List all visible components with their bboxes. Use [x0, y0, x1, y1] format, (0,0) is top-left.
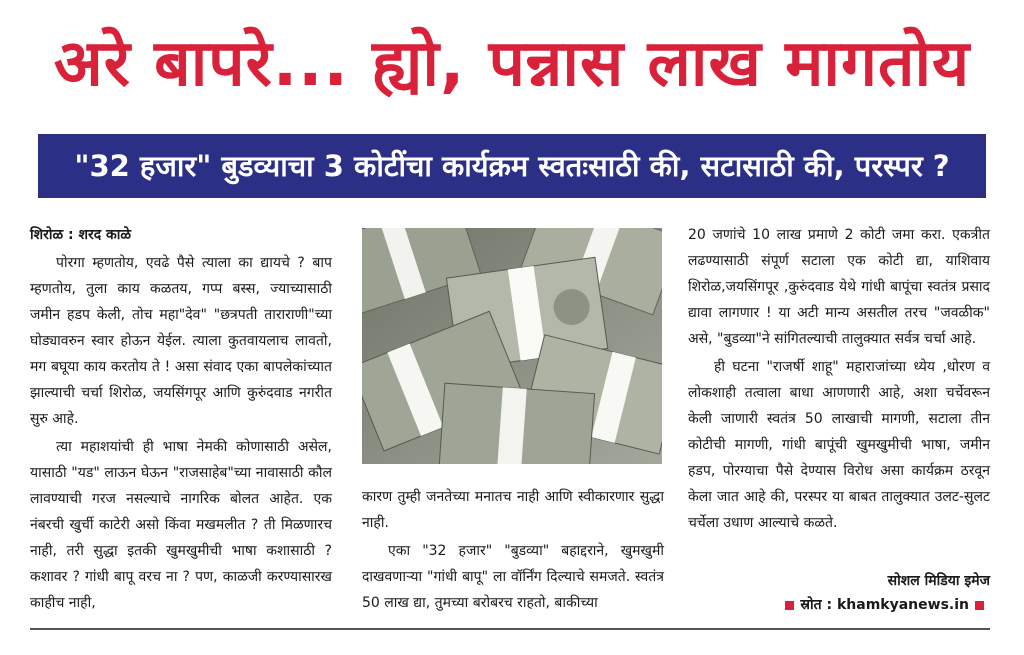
image-credit: सोशल मिडिया इमेज: [887, 573, 990, 589]
red-square-icon: [975, 601, 984, 610]
money-stack-photo: [362, 228, 662, 464]
paragraph: एका "32 हजार" "बुडव्या" बहाद्दराने, खुमखुमी दाखवणाऱ्या "गांधी बापू" ला वॉर्निंग दिल्याचे समजते. स्वतंत्र 50 लाख द्या, तुमच्या बरोबरच राहतो, बाकीच्या: [362, 543, 664, 611]
paragraph: त्या महाशयांची ही भाषा नेमकी कोणासाठी असेल, यासाठी "यड" लाऊन घेऊन "राजसाहेब"च्या नावासाठी कौल लावण्याची गरज नसल्याचे नागरिक बोलत आहेत. एक नंबरची खुर्ची काटेरी असो किंवा मखमलीत ? ती मिळणारच नाही, तरी सुद्धा इतकी खुमखुमीची भाषा कशासाठी ? कशावर ? गांधी बापू वरच ना ? पण, काळजी करण्यासारख काहीच नाही,: [30, 439, 332, 611]
source-line: [688, 594, 990, 616]
headline: अरे बापरे... ह्यो, पन्नास लाख मागतोय: [53, 27, 971, 101]
bottom-rule: [30, 628, 990, 630]
red-square-icon: [785, 601, 794, 610]
paragraph: पोरगा म्हणतोय, एवढे पैसे त्याला का द्यायचे ? बाप म्हणतोय, तुला काय कळतय, गप्प बस्स, ज्याच्यासाठी जमीन हडप केली, तोच महा"देव" "छत्रपती ताराराणी"च्या घोड्यावरुन स्वार होऊन येईल. त्याला कुतवायलाच लावतो, मग बघूया काय करतोय ते ! असा संवाद एका बापलेकांच्यात झाल्याची चर्चा शिरोळ, जयसिंगपूर आणि कुरुंदवाड नगरीत सुरु आहे.: [30, 255, 332, 427]
article-column-1: [30, 222, 332, 618]
byline: शिरोळ : शरद काळे: [30, 227, 132, 243]
article-column-3: [688, 222, 990, 538]
article-column-2: [362, 484, 664, 618]
paragraph: 20 जणांचे 10 लाख प्रमाणे 2 कोटी जमा करा. एकत्रीत लढण्यासाठी संपूर्ण सटाला एक कोटी द्या, याशिवाय शिरोळ,जयसिंगपूर ,कुरुंदवाड येथे गांधी बापूंचा स्वतंत्र प्रसाद द्यावा लागणार ! या अटी मान्य असतील तरच "जवळीक" असे, "बुडव्या"ने सांगितल्याची तालुक्यात सर्वत्र चर्चा आहे.: [688, 227, 990, 347]
paragraph: ही घटना "राजर्षी शाहू" महाराजांच्या ध्येय ,धोरण व लोकशाही तत्वाला बाधा आणणारी आहे, अशा चर्चेवरून केली जाणारी स्वतंत्र 50 लाखाची मागणी, सटाला तीन कोटीची मागणी, गांधी बापूंची खुमखुमीची भाषा, जमीन हडप, पोरग्याचा पैसे देण्यास विरोध असा कार्यक्रम ठरवून केला जात आहे की, परस्पर या बाबत तालुक्यात उलट-सुलट चर्चेला उधाण आल्याचे कळते.: [688, 359, 990, 531]
subheadline-banner: "32 हजार" बुडव्याचा 3 कोटींचा कार्यक्रम स्वतःसाठी की, सटासाठी की, परस्पर ?: [38, 134, 986, 198]
currency-bundles-image: [362, 228, 662, 464]
source-text: स्रोत : khamkyanews.in: [800, 597, 969, 613]
paragraph: कारण तुम्ही जनतेच्या मनातच नाही आणि स्वीकारणार सुद्धा नाही.: [362, 489, 664, 531]
